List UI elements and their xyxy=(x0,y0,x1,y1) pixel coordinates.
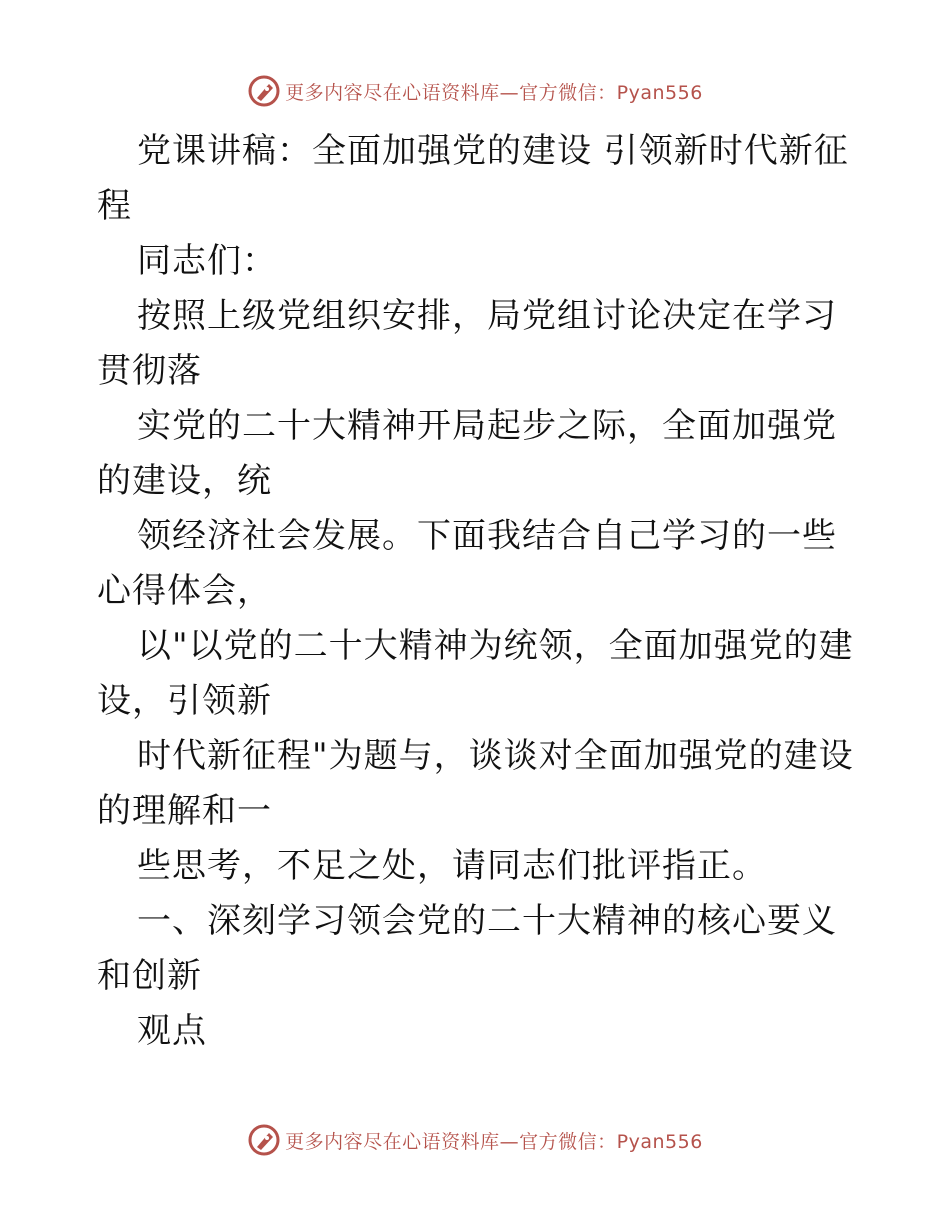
header-watermark-banner xyxy=(0,71,950,111)
document-title: 党课讲稿：全面加强党的建设 引领新时代新征程 xyxy=(97,131,849,226)
paragraph: 以"以党的二十大精神为统领，全面加强党的建设，引领新 xyxy=(97,626,854,721)
pen-nib-logo-icon xyxy=(247,74,281,108)
section-heading: 一、深刻学习领会党的二十大精神的核心要义和创新 xyxy=(97,901,837,996)
paragraph: 实党的二十大精神开局起步之际，全面加强党的建设，统 xyxy=(97,406,837,501)
pen-nib-logo-icon xyxy=(247,1123,281,1157)
paragraph: 观点 xyxy=(137,1011,207,1051)
salutation: 同志们： xyxy=(137,241,277,281)
footer-watermark-banner xyxy=(0,1120,950,1160)
paragraph: 领经济社会发展。下面我结合自己学习的一些心得体会， xyxy=(97,516,837,611)
paragraph: 按照上级党组织安排，局党组讨论决定在学习贯彻落 xyxy=(97,296,837,391)
watermark-text: 更多内容尽在心语资料库—官方微信：Pyan556 xyxy=(285,81,703,104)
watermark-text: 更多内容尽在心语资料库—官方微信：Pyan556 xyxy=(285,1130,703,1153)
document-body xyxy=(97,124,857,1059)
paragraph: 时代新征程"为题与，谈谈对全面加强党的建设的理解和一 xyxy=(97,736,854,831)
paragraph: 些思考，不足之处，请同志们批评指正。 xyxy=(137,846,767,886)
